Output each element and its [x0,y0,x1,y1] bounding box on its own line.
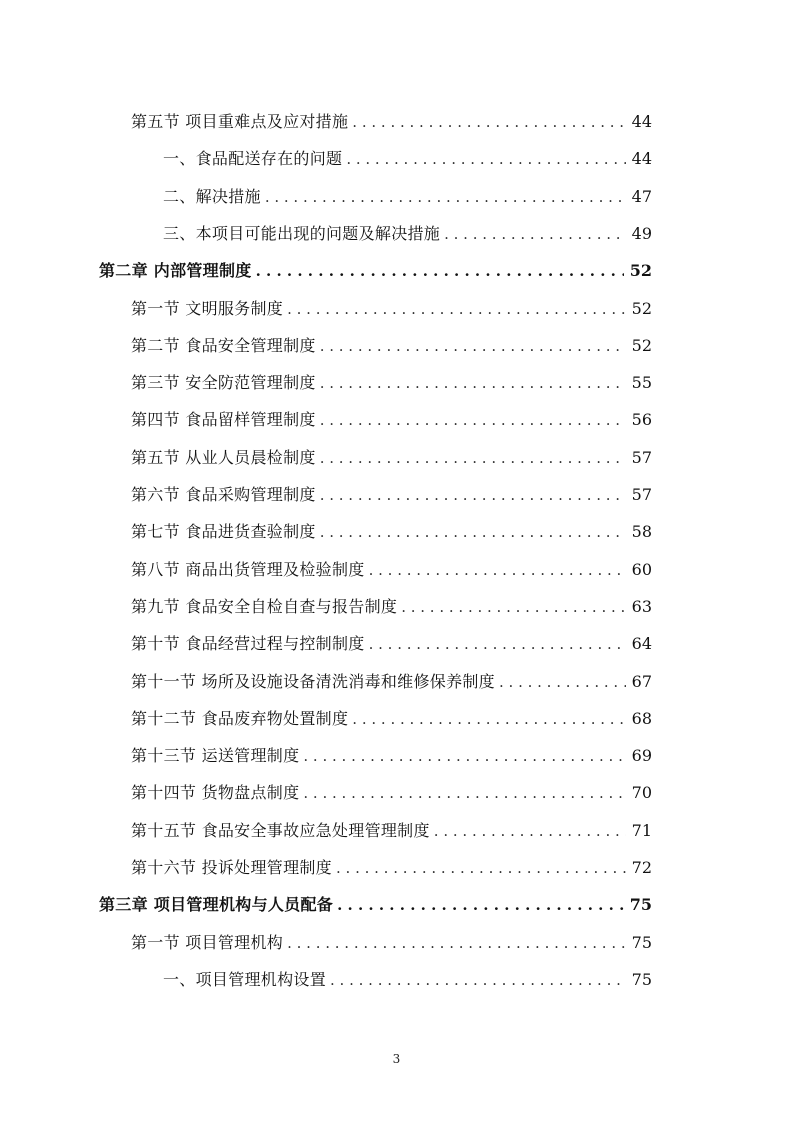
toc-dot-leader [346,148,625,170]
toc-entry-title: 第十五节 食品安全事故应急处理管理制度 [131,821,430,840]
toc-section-entry[interactable] [131,294,652,320]
toc-entry-title: 第三章 项目管理机构与人员配备 [99,895,334,914]
toc-section-entry[interactable] [131,368,652,394]
toc-entry-title: 二、解决措施 [163,187,261,206]
toc-section-entry[interactable] [131,667,652,693]
toc-dot-leader [444,223,626,245]
toc-subsection-entry[interactable] [163,219,652,245]
toc-dot-leader [369,633,626,655]
toc-dot-leader [265,186,626,208]
toc-page-number: 58 [631,522,652,541]
toc-section-entry[interactable] [131,443,652,469]
toc-page-number: 63 [631,597,652,616]
toc-entry-title: 一、食品配送存在的问题 [163,149,343,168]
toc-section-entry[interactable] [131,555,652,581]
toc-section-entry[interactable] [131,853,652,879]
toc-page-number: 75 [631,970,652,989]
toc-chapter-entry[interactable] [99,890,652,916]
toc-dot-leader [320,335,626,357]
toc-entry-title: 第三节 安全防范管理制度 [131,373,316,392]
toc-page-number: 75 [631,933,652,952]
toc-entry-title: 第十一节 场所及设施设备清洗消毒和维修保养制度 [131,672,495,691]
toc-dot-leader [256,260,624,282]
toc-subsection-entry[interactable] [163,144,652,170]
toc-dot-leader [320,372,626,394]
toc-entry-title: 第十节 食品经营过程与控制制度 [131,634,365,653]
toc-entry-title: 第一节 文明服务制度 [131,299,284,318]
toc-entry-title: 第十三节 运送管理制度 [131,746,300,765]
toc-section-entry[interactable] [131,741,652,767]
toc-section-entry[interactable] [131,480,652,506]
toc-section-entry[interactable] [131,405,652,431]
toc-entry-title: 一、项目管理机构设置 [163,970,327,989]
toc-dot-leader [287,932,626,954]
toc-page-number: 67 [631,672,652,691]
toc-page-number: 68 [631,709,652,728]
toc-entry-title: 第九节 食品安全自检自查与报告制度 [131,597,398,616]
toc-section-entry[interactable] [131,592,652,618]
toc-dot-leader [336,857,626,879]
toc-dot-leader [369,559,626,581]
toc-dot-leader [303,745,625,767]
toc-entry-title: 第十二节 食品废弃物处置制度 [131,709,349,728]
toc-page-number: 52 [631,336,652,355]
toc-page-number: 70 [631,783,652,802]
toc-section-entry[interactable] [131,704,652,730]
toc-section-entry[interactable] [131,816,652,842]
toc-entry-title: 第十四节 货物盘点制度 [131,783,300,802]
toc-entry-title: 三、本项目可能出现的问题及解决措施 [163,224,441,243]
toc-dot-leader [320,521,626,543]
toc-page-number: 72 [631,858,652,877]
toc-entry-title: 第二节 食品安全管理制度 [131,336,316,355]
toc-dot-leader [330,969,626,991]
toc-dot-leader [303,782,625,804]
toc-chapter-entry[interactable] [99,256,652,282]
toc-dot-leader [401,596,625,618]
toc-dot-leader [320,484,626,506]
toc-subsection-entry[interactable] [163,182,652,208]
toc-entry-title: 第十六节 投诉处理管理制度 [131,858,332,877]
toc-dot-leader [320,447,626,469]
toc-page-number: 52 [629,261,652,280]
toc-section-entry[interactable] [131,331,652,357]
toc-section-entry[interactable] [131,778,652,804]
toc-subsection-entry[interactable] [163,965,652,991]
toc-section-entry[interactable] [131,928,652,954]
toc-entry-title: 第五节 项目重难点及应对措施 [131,112,349,131]
toc-dot-leader [337,894,624,916]
toc-dot-leader [287,298,626,320]
toc-page-number: 52 [631,299,652,318]
toc-page-number: 64 [631,634,652,653]
toc-dot-leader [352,708,625,730]
toc-dot-leader [320,409,626,431]
toc-entry-title: 第四节 食品留样管理制度 [131,410,316,429]
toc-section-entry[interactable] [131,107,652,133]
toc-page-number: 57 [631,448,652,467]
toc-page-number: 71 [631,821,652,840]
toc-page-number: 56 [631,410,652,429]
toc-entry-title: 第五节 从业人员晨检制度 [131,448,316,467]
toc-page-number: 57 [631,485,652,504]
toc-entry-title: 第二章 内部管理制度 [99,261,252,280]
toc-page-number: 55 [631,373,652,392]
toc-dot-leader [434,820,626,842]
toc-section-entry[interactable] [131,517,652,543]
toc-page-number: 60 [631,560,652,579]
toc-dot-leader [352,111,625,133]
toc-page-number: 44 [631,149,652,168]
toc-section-entry[interactable] [131,629,652,655]
toc-page-number: 75 [629,895,652,914]
toc-entry-title: 第一节 项目管理机构 [131,933,284,952]
toc-entry-title: 第七节 食品进货查验制度 [131,522,316,541]
toc-entry-title: 第八节 商品出货管理及检验制度 [131,560,365,579]
toc-page-number: 49 [631,224,652,243]
toc-dot-leader [499,671,626,693]
page-number: 3 [392,1052,401,1066]
toc-page-number: 69 [631,746,652,765]
toc-page-number: 44 [631,112,652,131]
toc-page-number: 47 [631,187,652,206]
toc-entry-title: 第六节 食品采购管理制度 [131,485,316,504]
